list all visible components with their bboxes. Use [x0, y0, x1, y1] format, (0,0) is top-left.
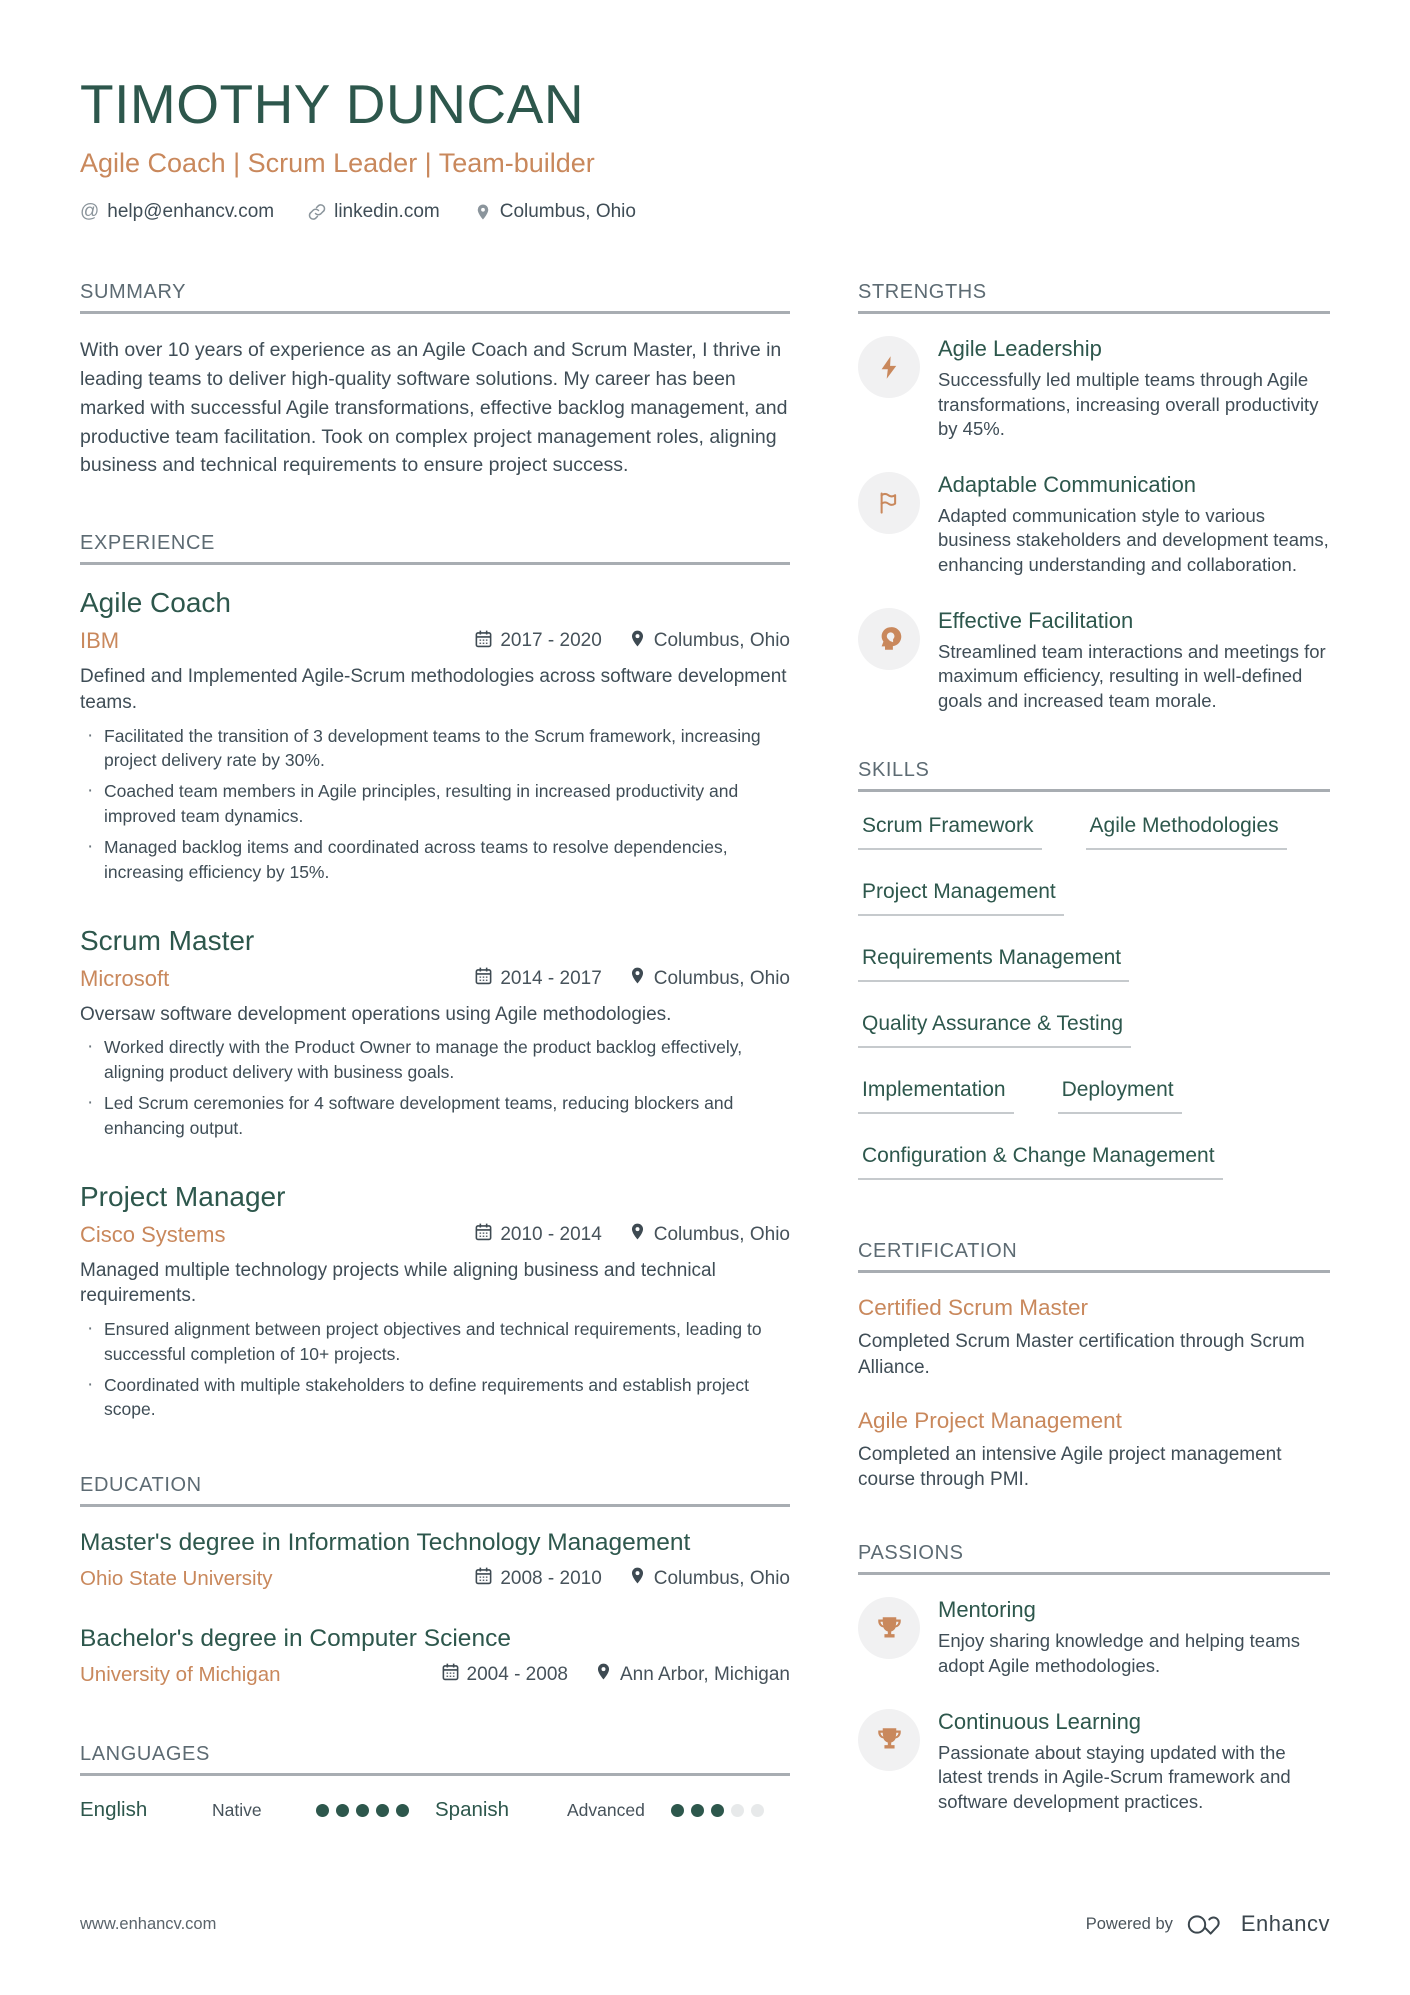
pin-icon [628, 629, 647, 654]
passions-heading: PASSIONS [858, 1542, 1330, 1575]
pin-icon [628, 1222, 647, 1247]
job-title: Agile Coach [80, 587, 231, 619]
passion-title: Mentoring [938, 1597, 1036, 1623]
bullet-item: · Coordinated with multiple stakeholders to define requirements and establish project scope. [80, 1373, 790, 1423]
strength-item [858, 472, 1330, 578]
experience-entry [80, 1181, 790, 1423]
bullet-item: · Led Scrum ceremonies for 4 software development teams, reducing blockers and enhancing output. [80, 1091, 790, 1141]
job-description: Oversaw software development operations using Agile methodologies. [80, 1003, 672, 1025]
link-icon [308, 203, 326, 221]
language-entry [435, 1798, 790, 1822]
job-title: Scrum Master [80, 924, 255, 956]
job-dates: 2010 - 2014 [474, 1222, 601, 1247]
at-icon: @ [80, 201, 100, 222]
language-rating-dots [316, 1804, 409, 1817]
contact-email[interactable] [80, 201, 274, 223]
certification-text: Completed Scrum Master certification through Scrum Alliance. [858, 1331, 1305, 1378]
contact-linkedin[interactable] [308, 201, 440, 223]
strength-title: Agile Leadership [938, 336, 1102, 361]
pin-icon [594, 1662, 613, 1687]
passion-title: Continuous Learning [938, 1708, 1142, 1734]
bullet-item: · Facilitated the transition of 3 development teams to the Scrum framework, increasing project delivery rate by 30%. [80, 724, 790, 774]
passions-section [858, 1542, 1330, 1814]
strength-text: Streamlined team interactions and meetings for maximum efficiency, resulting in well-defined goals and increased team morale. [938, 640, 1326, 711]
language-rating-dots [671, 1804, 764, 1817]
education-entry [80, 1529, 790, 1591]
job-dates: 2014 - 2017 [474, 966, 601, 991]
calendar-icon [474, 1566, 493, 1591]
job-bullets [80, 1317, 790, 1422]
enhancv-logo-icon [1187, 1912, 1227, 1937]
strength-text: Successfully led multiple teams through Agile transformations, increasing overall productivity by 45%. [938, 369, 1319, 440]
strength-text: Adapted communication style to various business stakeholders and development teams, enhancing understanding and collaboration. [938, 504, 1329, 575]
job-bullets [80, 724, 790, 885]
trophy-icon [858, 1709, 920, 1771]
job-description: Defined and Implemented Agile-Scrum methodologies across software development teams. [80, 666, 787, 713]
strengths-heading: STRENGTHS [858, 281, 1330, 314]
lightning-icon [858, 336, 920, 398]
calendar-icon [474, 1222, 493, 1247]
job-dates: 2017 - 2020 [474, 629, 601, 654]
certification-heading: CERTIFICATION [858, 1240, 1330, 1273]
pin-icon [628, 1566, 647, 1591]
flag-icon [858, 472, 920, 534]
passion-item [858, 1597, 1330, 1678]
job-bullets [80, 1035, 790, 1140]
job-company: Microsoft [80, 965, 170, 991]
right-column [858, 281, 1330, 1874]
education-location: Ann Arbor, Michigan [594, 1662, 790, 1687]
pin-icon [474, 203, 492, 221]
header [0, 0, 1410, 223]
education-section [80, 1474, 790, 1687]
skill-item: Configuration & Change Management [858, 1144, 1223, 1180]
school-name: University of Michigan [80, 1662, 281, 1686]
strength-title: Adaptable Communication [938, 471, 1197, 497]
summary-section [80, 281, 790, 480]
footer-site-link[interactable]: www.enhancv.com [80, 1914, 217, 1933]
person-name: TIMOTHY DUNCAN [80, 73, 585, 135]
head-icon [858, 608, 920, 670]
bullet-item: · Managed backlog items and coordinated across teams to resolve dependencies, increasing efficiency by 15%. [80, 835, 790, 885]
skill-item: Requirements Management [858, 946, 1129, 982]
certification-text: Completed an intensive Agile project management course through PMI. [858, 1443, 1282, 1491]
contact-linkedin-text: linkedin.com [334, 201, 440, 222]
bullet-item: · Ensured alignment between project objectives and technical requirements, leading to successful completion of 10+ projects. [80, 1317, 790, 1367]
strength-item [858, 608, 1330, 714]
degree-title: Master's degree in Information Technology Management [80, 1529, 691, 1557]
language-level: Advanced [567, 1799, 645, 1820]
skills-section [858, 759, 1330, 1180]
skill-item: Deployment [1058, 1078, 1182, 1114]
certification-title: Certified Scrum Master [858, 1295, 1089, 1321]
bullet-item: · Worked directly with the Product Owner to manage the product backlog effectively, aligning product delivery with business goals. [80, 1035, 790, 1085]
passion-item [858, 1709, 1330, 1815]
education-heading: EDUCATION [80, 1474, 790, 1507]
language-level: Native [212, 1799, 262, 1820]
skill-item: Implementation [858, 1078, 1014, 1114]
languages-heading: LANGUAGES [80, 1743, 790, 1776]
contact-location [474, 201, 636, 223]
school-name: Ohio State University [80, 1566, 273, 1590]
certification-entry [858, 1295, 1330, 1380]
calendar-icon [474, 629, 493, 654]
experience-entry [80, 587, 790, 884]
skills-list [858, 814, 1330, 1180]
summary-heading: SUMMARY [80, 281, 790, 314]
experience-section [80, 532, 790, 1422]
strengths-section [858, 281, 1330, 713]
skill-item: Quality Assurance & Testing [858, 1012, 1131, 1048]
languages-section [80, 1743, 790, 1822]
powered-by-label: Powered by [1085, 1914, 1173, 1933]
bullet-item: · Coached team members in Agile principles, resulting in increased productivity and improved team dynamics. [80, 779, 790, 829]
language-name: Spanish [435, 1798, 510, 1822]
education-entry [80, 1625, 790, 1687]
strength-item [858, 336, 1330, 442]
skill-item: Project Management [858, 880, 1064, 916]
contact-row [80, 201, 1330, 223]
skill-item: Scrum Framework [858, 814, 1042, 850]
job-location: Columbus, Ohio [628, 1222, 790, 1247]
passion-text: Enjoy sharing knowledge and helping teams adopt Agile methodologies. [938, 1630, 1301, 1676]
education-location: Columbus, Ohio [628, 1566, 790, 1591]
job-company: IBM [80, 628, 120, 654]
calendar-icon [474, 966, 493, 991]
contact-email-text: help@enhancv.com [107, 201, 275, 222]
degree-title: Bachelor's degree in Computer Science [80, 1625, 511, 1653]
job-description: Managed multiple technology projects while aligning business and technical requirements. [80, 1259, 716, 1307]
footer [80, 1911, 1330, 1937]
summary-text: With over 10 years of experience as an Agile Coach and Scrum Master, I thrive in leading teams to deliver high-quality software solutions. My career has been marked with successful Agile transformations, effective backlog management, and productive team facilitation. Took on complex project management roles, aligning business and technical requirements to ensure project success. [80, 339, 788, 477]
calendar-icon [441, 1662, 460, 1687]
experience-entry [80, 925, 790, 1141]
experience-heading: EXPERIENCE [80, 532, 790, 565]
enhancv-logo-text: Enhancv [1240, 1911, 1330, 1936]
certification-entry [858, 1408, 1330, 1493]
contact-location-text: Columbus, Ohio [499, 201, 636, 222]
skills-heading: SKILLS [858, 759, 1330, 792]
certification-section [858, 1240, 1330, 1492]
job-location: Columbus, Ohio [628, 966, 790, 991]
education-dates: 2004 - 2008 [441, 1662, 568, 1687]
trophy-icon [858, 1597, 920, 1659]
job-title: Project Manager [80, 1180, 286, 1212]
job-location: Columbus, Ohio [628, 629, 790, 654]
powered-by [1086, 1911, 1330, 1937]
language-name: English [80, 1798, 148, 1822]
job-company: Cisco Systems [80, 1221, 226, 1247]
certification-title: Agile Project Management [858, 1407, 1122, 1433]
skill-item: Agile Methodologies [1086, 814, 1287, 850]
language-entry [80, 1798, 435, 1822]
education-dates: 2008 - 2010 [474, 1566, 601, 1591]
pin-icon [628, 966, 647, 991]
person-headline: Agile Coach | Scrum Leader | Team-builder [80, 148, 595, 178]
strength-title: Effective Facilitation [938, 607, 1134, 633]
passion-text: Passionate about staying updated with the latest trends in Agile-Scrum framework and software development practices. [938, 1741, 1291, 1812]
left-column [80, 281, 790, 1874]
